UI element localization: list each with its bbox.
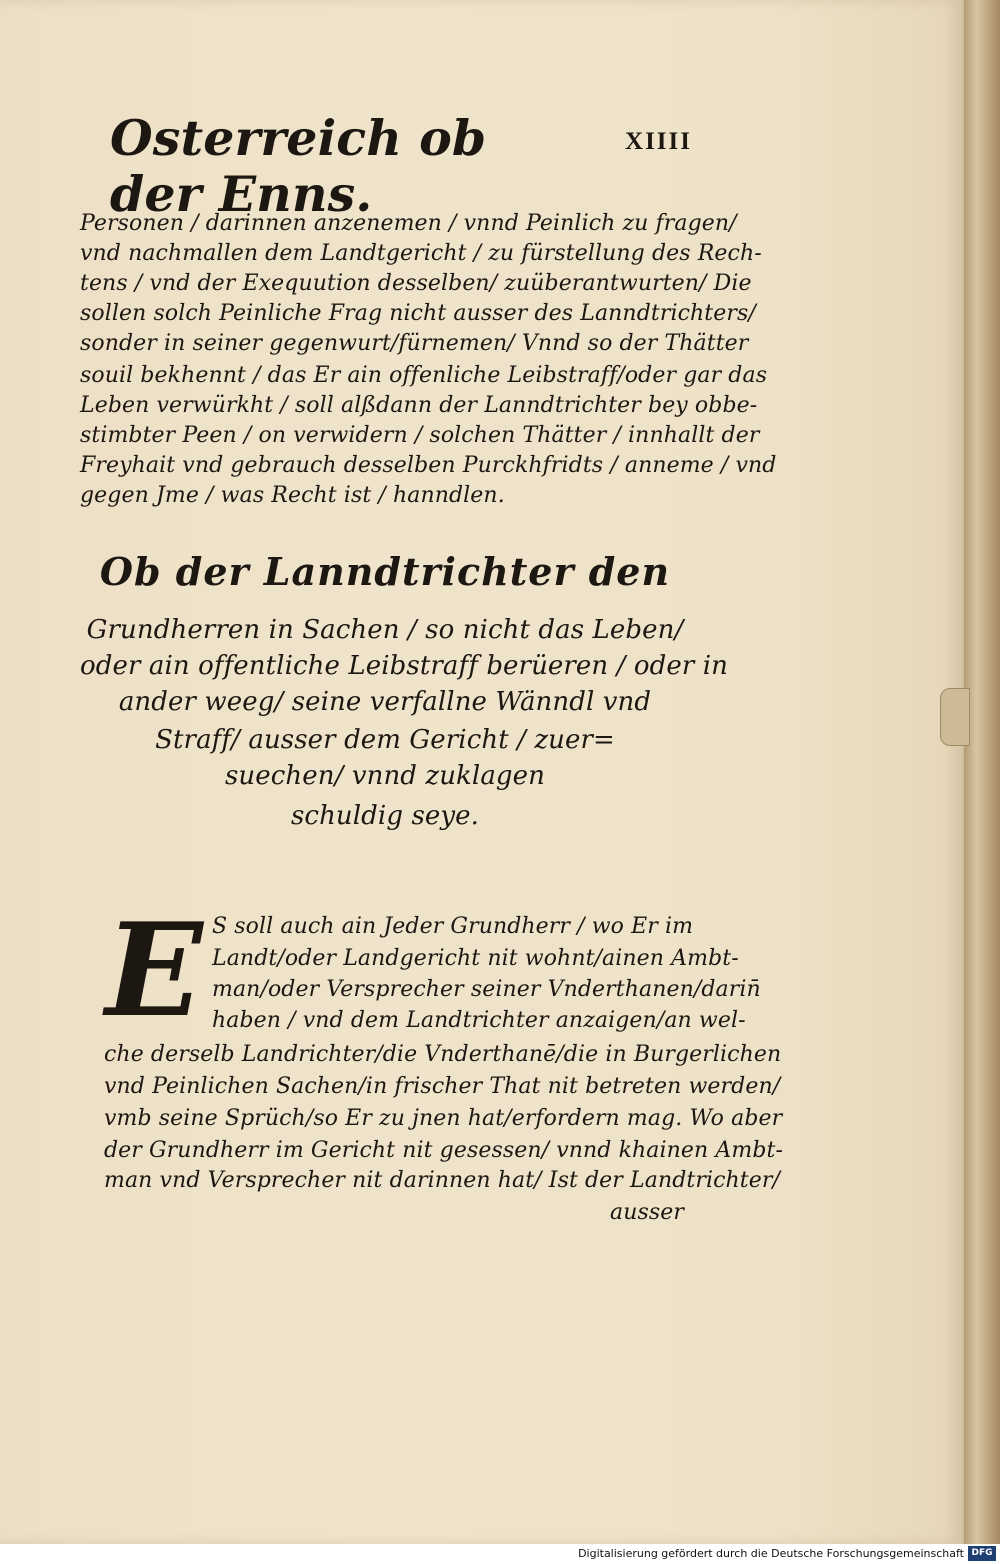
text-line: der Grundherr im Gericht nit gesessen/ vnnd khainen Ambt- — [104, 1138, 783, 1163]
heading-line: ander weeg/ seine verfallne Wänndl vnd — [118, 687, 652, 717]
catchword: ausser — [609, 1200, 684, 1225]
text-line: Personen / darinnen anzenemen / vnnd Peinlich zu fragen/ — [80, 211, 737, 236]
decorated-initial: E — [105, 896, 203, 1046]
heading-line: Grundherren in Sachen / so nicht das Leben/ — [86, 615, 684, 645]
text-line: Freyhait vnd gebrauch desselben Purckhfridts / anneme / vnd — [80, 453, 777, 478]
text-line: che derselb Landrichter/die Vnderthanē/die in Burgerlichen — [104, 1042, 782, 1067]
text-line: vnd Peinlichen Sachen/in frischer That nit betreten werden/ — [104, 1074, 781, 1099]
text-line: stimbter Peen / on verwidern / solchen Thätter / innhallt der — [80, 423, 760, 448]
text-line: haben / vnd dem Landtrichter anzaigen/an wel- — [212, 1008, 746, 1033]
heading-line: schuldig seye. — [290, 801, 480, 831]
funding-credit: Digitalisierung gefördert durch die Deutsche Forschungsgemeinschaft — [578, 1547, 964, 1560]
folio-number: XIIII — [625, 128, 692, 155]
text-line: sonder in seiner gegenwurt/fürnemen/ Vnnd so der Thätter — [80, 331, 749, 356]
book-edge — [964, 0, 1000, 1544]
text-line: man vnd Versprecher nit darinnen hat/ Ist der Landtrichter/ — [104, 1168, 780, 1193]
heading-line: Straff/ ausser dem Gericht / zuer= — [155, 725, 615, 755]
text-line: vnd nachmallen dem Landtgericht / zu fürstellung des Rech- — [80, 241, 762, 266]
text-line: Landt/oder Landgericht nit wohnt/ainen Ambt- — [212, 946, 739, 971]
dfg-logo: DFG — [968, 1546, 996, 1561]
text-line: man/oder Versprecher seiner Vnderthanen/darin̄ — [212, 977, 761, 1002]
text-line: sollen solch Peinliche Frag nicht ausser des Lanndtrichters/ — [80, 301, 756, 326]
text-line: vmb seine Sprüch/so Er zu jnen hat/erfordern mag. Wo aber — [104, 1106, 783, 1131]
heading-line: oder ain offentliche Leibstraff berüeren / oder in — [80, 651, 728, 681]
text-line: souil bekhennt / das Er ain offenliche Leibstraff/oder gar das — [80, 363, 768, 388]
heading-line: Ob der Lanndtrichter den — [99, 549, 671, 594]
heading-line: suechen/ vnnd zuklagen — [224, 761, 545, 791]
page-tab — [940, 688, 970, 746]
text-line: S soll auch ain Jeder Grundherr / wo Er im — [212, 914, 694, 939]
text-line: gegen Jme / was Recht ist / hanndlen. — [80, 483, 505, 508]
text-line: Leben verwürkht / soll alßdann der Lanndtrichter bey obbe- — [80, 393, 758, 418]
running-head: Osterreich ob der Enns. — [110, 109, 487, 223]
footer-bar — [0, 1544, 1000, 1564]
text-line: tens / vnd der Exequution desselben/ zuüberantwurten/ Die — [80, 271, 752, 296]
